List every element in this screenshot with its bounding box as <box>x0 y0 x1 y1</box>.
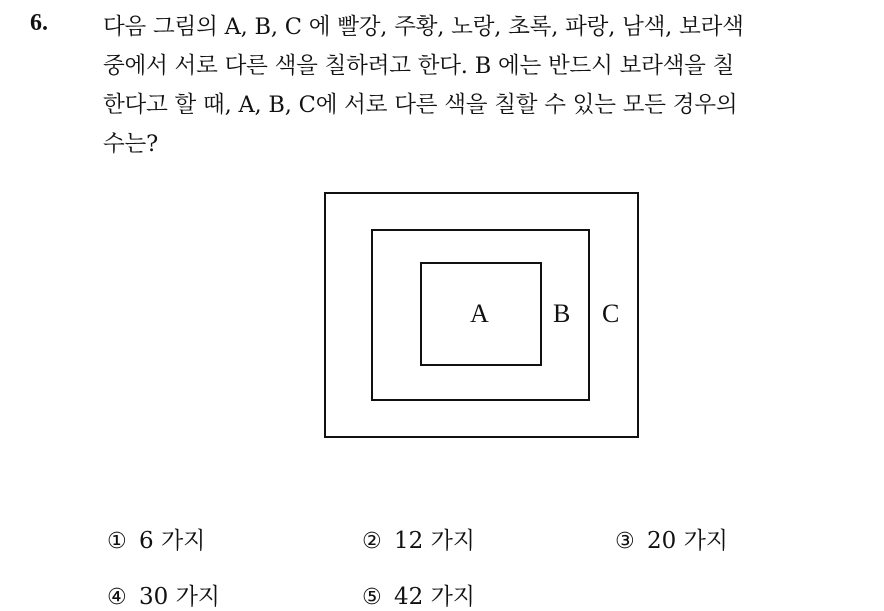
question-text <box>103 8 863 164</box>
choice-5-text: 42 가지 <box>394 584 476 610</box>
choice-4-mark: ④ <box>107 585 127 610</box>
nested-rectangles-figure <box>324 192 639 438</box>
choice-3-text: 20 가지 <box>647 528 729 554</box>
choice-3-mark: ③ <box>615 529 635 554</box>
region-b-label: B <box>553 299 571 328</box>
question-number: 6. <box>30 10 48 36</box>
choice-5-mark: ⑤ <box>362 585 382 610</box>
choice-4-text: 30 가지 <box>139 584 221 610</box>
region-c-label: C <box>602 299 620 328</box>
question-line-4: 수는? <box>103 131 158 157</box>
choice-3[interactable] <box>615 522 728 555</box>
question-line-3: 한다고 할 때, A, B, C에 서로 다른 색을 칠할 수 있는 모든 경우의 <box>103 92 738 118</box>
choice-2-mark: ② <box>362 529 382 554</box>
choice-1-mark: ① <box>107 529 127 554</box>
question-line-1: 다음 그림의 A, B, C 에 빨강, 주황, 노랑, 초록, 파랑, 남색, 보라색 <box>103 14 744 40</box>
region-a-label: A <box>470 299 489 328</box>
choice-5[interactable] <box>362 578 475 611</box>
choice-2-text: 12 가지 <box>394 528 476 554</box>
choice-1[interactable] <box>107 522 205 555</box>
choice-4[interactable] <box>107 578 220 611</box>
question-line-2: 중에서 서로 다른 색을 칠하려고 한다. B 에는 반드시 보라색을 칠 <box>103 53 735 79</box>
choice-2[interactable] <box>362 522 475 555</box>
choice-1-text: 6 가지 <box>139 528 206 554</box>
